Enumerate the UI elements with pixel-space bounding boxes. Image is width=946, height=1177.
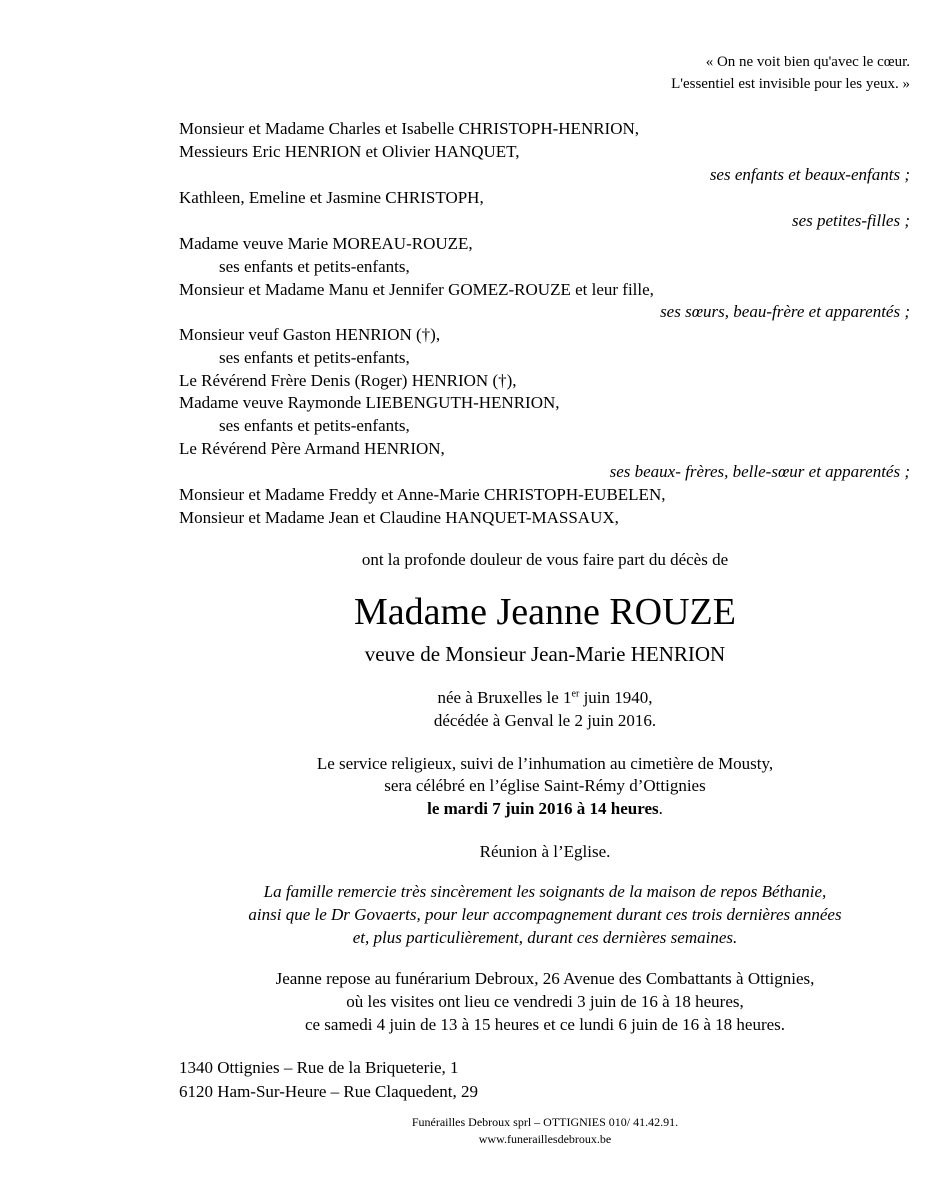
family-line: Monsieur veuf Gaston HENRION (†), [179,325,441,344]
family-line: Monsieur et Madame Freddy et Anne-Marie CHRISTOPH-EUBELEN, [179,485,666,504]
funeral-home-info: Funérailles Debroux sprl – OTTIGNIES 010/ 41.42.91. [411,1115,679,1129]
address-line: 1340 Ottignies – Rue de la Briqueterie, 1 [179,1058,459,1077]
family-line: Madame veuve Marie MOREAU-ROUZE, [179,234,473,253]
family-line: Monsieur et Madame Charles et Isabelle CHRISTOPH-HENRION, [179,119,640,138]
reunion-note: Réunion à l’Eglise. [479,842,611,861]
funeral-home-website: www.funeraillesdebroux.be [478,1132,612,1146]
relation-label: ses enfants et beaux-enfants ; [709,165,910,184]
family-subline: ses enfants et petits-enfants, [219,348,410,367]
family-line: Le Révérend Père Armand HENRION, [179,439,445,458]
relation-label: ses beaux- frères, belle-sœur et apparentés ; [609,462,910,481]
thanks-line-3: et, plus particulièrement, durant ces dernières semaines. [352,928,738,947]
announcement: ont la profonde douleur de vous faire part du décès de [361,550,729,569]
family-line: Monsieur et Madame Jean et Claudine HANQUET-MASSAUX, [179,508,619,527]
visits-line-1: Jeanne repose au funérarium Debroux, 26 Avenue des Combattants à Ottignies, [275,969,815,988]
birth-line: née à Bruxelles le 1er juin 1940, [437,688,653,707]
relation-label: ses petites-filles ; [791,211,910,230]
visits-line-2: où les visites ont lieu ce vendredi 3 juin de 16 à 18 heures, [346,992,744,1011]
address-line: 6120 Ham-Sur-Heure – Rue Claquedent, 29 [179,1082,478,1101]
family-line: Kathleen, Emeline et Jasmine CHRISTOPH, [179,188,484,207]
family-line: Le Révérend Frère Denis (Roger) HENRION (†), [179,371,517,390]
service-date: le mardi 7 juin 2016 à 14 heures. [427,799,663,818]
quote-line-1: « On ne voit bien qu'avec le cœur. [705,54,910,70]
family-line: Messieurs Eric HENRION et Olivier HANQUET, [179,142,520,161]
deceased-name: Madame Jeanne ROUZE [354,591,736,633]
family-subline: ses enfants et petits-enfants, [219,257,410,276]
thanks-line-2: ainsi que le Dr Govaerts, pour leur accompagnement durant ces trois dernières années [248,905,842,924]
visits-line-3: ce samedi 4 juin de 13 à 15 heures et ce lundi 6 juin de 16 à 18 heures. [304,1015,786,1034]
quote-line-2: L'essentiel est invisible pour les yeux. » [671,76,910,92]
service-line-2: sera célébré en l’église Saint-Rémy d’Ottignies [384,776,706,795]
relation-label: ses sœurs, beau-frère et apparentés ; [660,302,910,321]
family-line: Monsieur et Madame Manu et Jennifer GOMEZ-ROUZE et leur fille, [179,280,654,299]
family-subline: ses enfants et petits-enfants, [219,416,410,435]
family-line: Madame veuve Raymonde LIEBENGUTH-HENRION, [179,393,560,412]
service-line-1: Le service religieux, suivi de l’inhumation au cimetière de Mousty, [316,754,774,773]
widow-of: veuve de Monsieur Jean-Marie HENRION [364,642,726,666]
thanks-line-1: La famille remercie très sincèrement les soignants de la maison de repos Béthanie, [263,882,827,901]
death-line: décédée à Genval le 2 juin 2016. [433,711,657,730]
